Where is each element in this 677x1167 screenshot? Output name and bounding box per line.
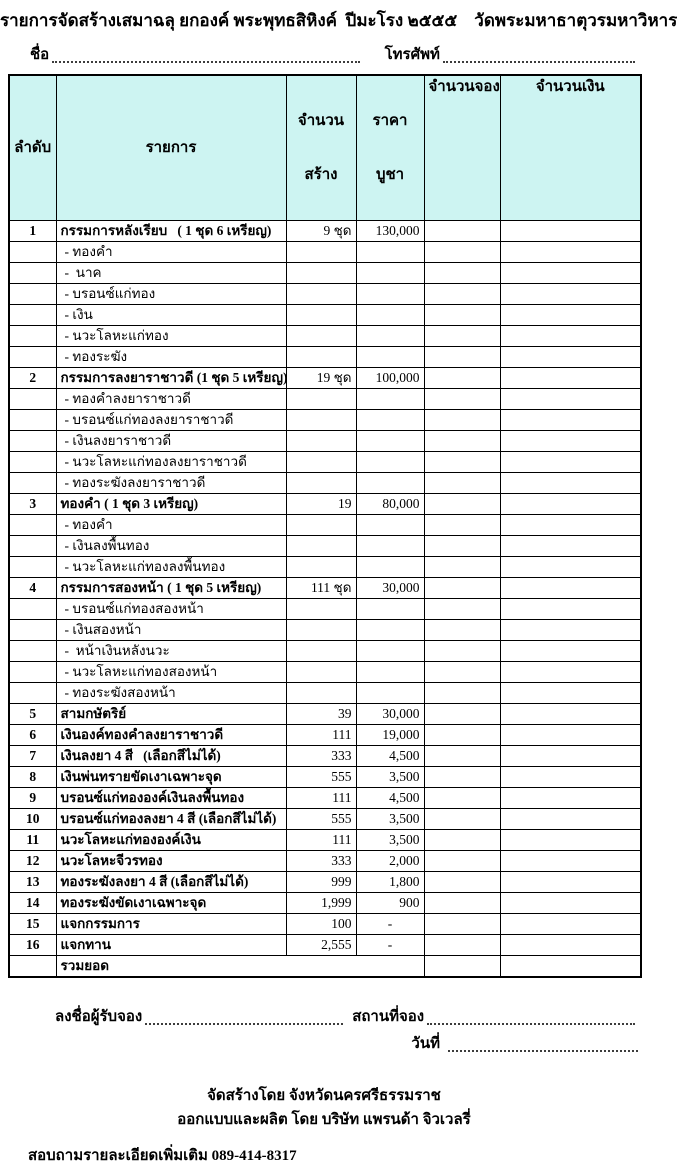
place-dotted-line	[427, 1011, 635, 1025]
row-price-cell: -	[356, 935, 424, 956]
row-price-cell: 30,000	[356, 578, 424, 599]
row-reserved-cell	[424, 410, 500, 431]
row-no-cell	[9, 641, 56, 662]
table-row	[9, 725, 641, 746]
table-row	[9, 788, 641, 809]
row-no-cell: 10	[9, 809, 56, 830]
row-amount-cell	[500, 221, 641, 242]
row-reserved-cell	[424, 683, 500, 704]
row-qty-cell: 1,999	[286, 893, 356, 914]
row-amount-cell	[500, 305, 641, 326]
row-price-cell	[356, 284, 424, 305]
row-reserved-cell	[424, 851, 500, 872]
row-item-cell: เงินลงยา 4 สี (เลือกสีไม่ได้)	[56, 746, 286, 767]
row-price-cell: 130,000	[356, 221, 424, 242]
row-reserved-cell	[424, 242, 500, 263]
row-amount-cell	[500, 473, 641, 494]
table-row	[9, 368, 641, 389]
row-amount-cell	[500, 641, 641, 662]
row-reserved-cell	[424, 620, 500, 641]
row-no-cell	[9, 263, 56, 284]
row-item-cell: - ทองระฆังสองหน้า	[56, 683, 286, 704]
table-row	[9, 746, 641, 767]
row-price-cell	[356, 452, 424, 473]
row-price-cell	[356, 326, 424, 347]
order-table-body	[9, 221, 641, 956]
row-price-cell: 3,500	[356, 809, 424, 830]
row-amount-cell	[500, 536, 641, 557]
row-amount-cell	[500, 788, 641, 809]
row-price-cell	[356, 431, 424, 452]
row-amount-cell	[500, 494, 641, 515]
table-row	[9, 578, 641, 599]
table-row	[9, 536, 641, 557]
row-qty-cell	[286, 284, 356, 305]
row-qty-cell: 2,555	[286, 935, 356, 956]
table-row	[9, 914, 641, 935]
row-no-cell	[9, 389, 56, 410]
row-reserved-cell	[424, 368, 500, 389]
table-row	[9, 221, 641, 242]
row-amount-cell	[500, 662, 641, 683]
row-amount-cell	[500, 767, 641, 788]
total-amount-cell	[500, 956, 641, 978]
row-reserved-cell	[424, 599, 500, 620]
row-no-cell	[9, 242, 56, 263]
total-no-cell	[9, 956, 56, 978]
row-amount-cell	[500, 704, 641, 725]
row-price-cell: 3,500	[356, 830, 424, 851]
row-reserved-cell	[424, 515, 500, 536]
row-item-cell: - เงิน	[56, 305, 286, 326]
row-qty-cell: 555	[286, 809, 356, 830]
row-qty-cell	[286, 683, 356, 704]
row-no-cell	[9, 473, 56, 494]
row-qty-cell	[286, 242, 356, 263]
row-amount-cell	[500, 389, 641, 410]
table-row	[9, 662, 641, 683]
date-dotted-line	[448, 1038, 638, 1052]
header-qty: จำนวน สร้าง	[286, 75, 356, 221]
row-qty-cell	[286, 263, 356, 284]
row-qty-cell	[286, 557, 356, 578]
row-amount-cell	[500, 830, 641, 851]
row-reserved-cell	[424, 788, 500, 809]
row-price-cell	[356, 536, 424, 557]
row-amount-cell	[500, 452, 641, 473]
table-row	[9, 494, 641, 515]
table-row	[9, 515, 641, 536]
table-row	[9, 893, 641, 914]
order-table	[8, 74, 642, 978]
row-reserved-cell	[424, 494, 500, 515]
row-price-cell	[356, 389, 424, 410]
row-no-cell: 7	[9, 746, 56, 767]
row-qty-cell	[286, 347, 356, 368]
row-amount-cell	[500, 515, 641, 536]
row-price-cell	[356, 599, 424, 620]
table-row	[9, 431, 641, 452]
row-amount-cell	[500, 872, 641, 893]
row-item-cell: - หน้าเงินหลังนวะ	[56, 641, 286, 662]
row-price-cell	[356, 473, 424, 494]
row-reserved-cell	[424, 830, 500, 851]
row-reserved-cell	[424, 725, 500, 746]
row-price-cell: 1,800	[356, 872, 424, 893]
row-price-cell	[356, 515, 424, 536]
row-price-cell: 3,500	[356, 767, 424, 788]
row-item-cell: - เงินสองหน้า	[56, 620, 286, 641]
table-row	[9, 347, 641, 368]
header-no: ลำดับ	[9, 75, 56, 221]
row-price-cell: 80,000	[356, 494, 424, 515]
place-label: สถานที่จอง	[352, 1009, 425, 1025]
row-reserved-cell	[424, 935, 500, 956]
table-row	[9, 641, 641, 662]
row-reserved-cell	[424, 473, 500, 494]
row-item-cell: - บรอนซ์แก่ทองสองหน้า	[56, 599, 286, 620]
row-reserved-cell	[424, 872, 500, 893]
row-item-cell: แจกทาน	[56, 935, 286, 956]
row-item-cell: - บรอนซ์แก่ทอง	[56, 284, 286, 305]
row-qty-cell	[286, 326, 356, 347]
row-qty-cell	[286, 620, 356, 641]
row-amount-cell	[500, 620, 641, 641]
row-qty-cell	[286, 389, 356, 410]
row-no-cell: 6	[9, 725, 56, 746]
row-item-cell: - เงินลงยาราชาวดี	[56, 431, 286, 452]
made-by-line: จัดสร้างโดย จังหวัดนครศรีธรรมราช	[207, 1088, 441, 1104]
row-item-cell: - นวะโลหะแก่ทองลงพื้นทอง	[56, 557, 286, 578]
row-amount-cell	[500, 725, 641, 746]
table-row	[9, 242, 641, 263]
row-item-cell: - นวะโลหะแก่ทองสองหน้า	[56, 662, 286, 683]
row-item-cell: - นวะโลหะแก่ทองลงยาราชาวดี	[56, 452, 286, 473]
row-no-cell: 2	[9, 368, 56, 389]
row-reserved-cell	[424, 578, 500, 599]
row-reserved-cell	[424, 893, 500, 914]
row-qty-cell	[286, 431, 356, 452]
row-item-cell: แจกกรรมการ	[56, 914, 286, 935]
row-reserved-cell	[424, 641, 500, 662]
table-row	[9, 704, 641, 725]
total-label-cell: รวมยอด	[56, 956, 424, 978]
row-item-cell: - ทองคำ	[56, 515, 286, 536]
row-qty-cell: 333	[286, 746, 356, 767]
row-amount-cell	[500, 683, 641, 704]
row-qty-cell	[286, 536, 356, 557]
row-price-cell: -	[356, 914, 424, 935]
name-phone-line	[30, 44, 638, 66]
row-amount-cell	[500, 410, 641, 431]
row-qty-cell: 39	[286, 704, 356, 725]
designed-by-line: ออกแบบและผลิต โดย บริษัท แพรนด้า จิวเวลรี่	[177, 1112, 471, 1128]
row-no-cell	[9, 599, 56, 620]
row-no-cell: 11	[9, 830, 56, 851]
row-item-cell: เงินองค์ทองคำลงยาราชาวดี	[56, 725, 286, 746]
row-no-cell	[9, 557, 56, 578]
row-amount-cell	[500, 746, 641, 767]
row-no-cell: 14	[9, 893, 56, 914]
row-reserved-cell	[424, 536, 500, 557]
row-no-cell	[9, 452, 56, 473]
total-reserved-cell	[424, 956, 500, 978]
row-reserved-cell	[424, 704, 500, 725]
row-qty-cell: 111 ชุด	[286, 578, 356, 599]
row-item-cell: บรอนซ์แก่ทองลงยา 4 สี (เลือกสีไม่ได้)	[56, 809, 286, 830]
row-amount-cell	[500, 326, 641, 347]
table-row	[9, 305, 641, 326]
row-no-cell	[9, 620, 56, 641]
row-no-cell: 16	[9, 935, 56, 956]
row-no-cell	[9, 662, 56, 683]
row-qty-cell	[286, 599, 356, 620]
row-reserved-cell	[424, 914, 500, 935]
row-amount-cell	[500, 914, 641, 935]
table-row	[9, 284, 641, 305]
row-item-cell: - ทองระฆังลงยาราชาวดี	[56, 473, 286, 494]
row-qty-cell: 333	[286, 851, 356, 872]
row-reserved-cell	[424, 809, 500, 830]
row-no-cell	[9, 515, 56, 536]
row-reserved-cell	[424, 452, 500, 473]
row-reserved-cell	[424, 263, 500, 284]
row-no-cell	[9, 284, 56, 305]
phone-label: โทรศัพท์	[384, 47, 440, 63]
row-qty-cell: 19	[286, 494, 356, 515]
row-item-cell: กรรมการสองหน้า ( 1 ชุด 5 เหรียญ)	[56, 578, 286, 599]
date-label: วันที่	[411, 1036, 440, 1052]
phone-dotted-line	[443, 49, 635, 63]
row-no-cell	[9, 683, 56, 704]
row-reserved-cell	[424, 746, 500, 767]
header-price: ราคา บูชา	[356, 75, 424, 221]
row-no-cell	[9, 536, 56, 557]
row-amount-cell	[500, 263, 641, 284]
date-line	[0, 1033, 638, 1055]
row-amount-cell	[500, 368, 641, 389]
row-no-cell: 15	[9, 914, 56, 935]
row-qty-cell: 555	[286, 767, 356, 788]
row-item-cell: สามกษัตริย์	[56, 704, 286, 725]
total-row	[9, 956, 641, 978]
row-item-cell: กรรมการหลังเรียบ ( 1 ชุด 6 เหรียญ)	[56, 221, 286, 242]
row-qty-cell	[286, 515, 356, 536]
row-amount-cell	[500, 242, 641, 263]
row-price-cell: 100,000	[356, 368, 424, 389]
row-no-cell	[9, 410, 56, 431]
row-no-cell: 8	[9, 767, 56, 788]
name-label: ชื่อ	[30, 47, 50, 63]
row-no-cell: 13	[9, 872, 56, 893]
signer-line	[55, 1006, 638, 1028]
signer-label: ลงชื่อผู้รับจอง	[55, 1009, 143, 1025]
row-no-cell: 4	[9, 578, 56, 599]
row-no-cell	[9, 305, 56, 326]
row-reserved-cell	[424, 557, 500, 578]
row-reserved-cell	[424, 767, 500, 788]
row-price-cell	[356, 242, 424, 263]
row-qty-cell	[286, 662, 356, 683]
row-qty-cell: 19 ชุด	[286, 368, 356, 389]
row-amount-cell	[500, 431, 641, 452]
page-title: รายการจัดสร้างเสมาฉลุ ยกองค์ พระพุทธสิหิงค์ ปีมะโรง ๒๕๕๕ วัดพระมหาธาตุวรมหาวิหาร	[0, 11, 677, 30]
row-price-cell: 30,000	[356, 704, 424, 725]
table-row	[9, 872, 641, 893]
row-reserved-cell	[424, 284, 500, 305]
row-amount-cell	[500, 599, 641, 620]
header-amount: จำนวนเงิน	[500, 75, 641, 221]
row-amount-cell	[500, 557, 641, 578]
row-price-cell	[356, 641, 424, 662]
row-amount-cell	[500, 809, 641, 830]
row-price-cell	[356, 620, 424, 641]
row-price-cell	[356, 410, 424, 431]
row-price-cell	[356, 305, 424, 326]
row-item-cell: - ทองระฆัง	[56, 347, 286, 368]
table-header	[9, 75, 641, 221]
header-reserved: จำนวนจอง	[424, 75, 500, 221]
table-row	[9, 557, 641, 578]
row-price-cell: 4,500	[356, 746, 424, 767]
table-row	[9, 473, 641, 494]
row-qty-cell	[286, 473, 356, 494]
row-price-cell: 2,000	[356, 851, 424, 872]
row-reserved-cell	[424, 221, 500, 242]
table-row	[9, 767, 641, 788]
row-qty-cell	[286, 410, 356, 431]
row-item-cell: - นาค	[56, 263, 286, 284]
row-item-cell: - เงินลงพื้นทอง	[56, 536, 286, 557]
row-reserved-cell	[424, 347, 500, 368]
row-amount-cell	[500, 935, 641, 956]
table-row	[9, 830, 641, 851]
row-no-cell	[9, 431, 56, 452]
signer-dotted-line	[145, 1011, 343, 1025]
row-qty-cell: 111	[286, 830, 356, 851]
table-row	[9, 935, 641, 956]
row-price-cell	[356, 662, 424, 683]
row-price-cell	[356, 347, 424, 368]
row-item-cell: กรรมการลงยาราชาวดี (1 ชุด 5 เหรียญ)	[56, 368, 286, 389]
row-qty-cell	[286, 641, 356, 662]
page	[0, 10, 677, 1164]
table-row	[9, 851, 641, 872]
row-price-cell	[356, 557, 424, 578]
row-amount-cell	[500, 893, 641, 914]
table-row	[9, 599, 641, 620]
row-item-cell: นวะโลหะแก่ทององค์เงิน	[56, 830, 286, 851]
row-price-cell: 19,000	[356, 725, 424, 746]
row-qty-cell: 999	[286, 872, 356, 893]
table-row	[9, 809, 641, 830]
row-item-cell: ทองคำ ( 1 ชุด 3 เหรียญ)	[56, 494, 286, 515]
row-qty-cell	[286, 305, 356, 326]
row-no-cell: 5	[9, 704, 56, 725]
row-reserved-cell	[424, 431, 500, 452]
row-reserved-cell	[424, 305, 500, 326]
table-row	[9, 326, 641, 347]
table-row	[9, 410, 641, 431]
row-item-cell: บรอนซ์แก่ทององค์เงินลงพื้นทอง	[56, 788, 286, 809]
row-qty-cell	[286, 452, 356, 473]
row-item-cell: นวะโลหะจีวรทอง	[56, 851, 286, 872]
row-item-cell: - ทองคำ	[56, 242, 286, 263]
row-reserved-cell	[424, 662, 500, 683]
row-qty-cell: 100	[286, 914, 356, 935]
row-qty-cell: 111	[286, 725, 356, 746]
row-no-cell: 12	[9, 851, 56, 872]
row-qty-cell: 111	[286, 788, 356, 809]
table-row	[9, 620, 641, 641]
row-reserved-cell	[424, 389, 500, 410]
row-amount-cell	[500, 284, 641, 305]
row-amount-cell	[500, 347, 641, 368]
row-reserved-cell	[424, 326, 500, 347]
table-row	[9, 389, 641, 410]
row-no-cell	[9, 326, 56, 347]
row-no-cell: 3	[9, 494, 56, 515]
table-row	[9, 263, 641, 284]
row-item-cell: เงินพ่นทรายขัดเงาเฉพาะจุด	[56, 767, 286, 788]
table-row	[9, 452, 641, 473]
row-price-cell	[356, 263, 424, 284]
contact-line: สอบถามรายละเอียดเพิ่มเติม 089-414-8317	[28, 1148, 297, 1164]
row-amount-cell	[500, 578, 641, 599]
table-row	[9, 683, 641, 704]
name-dotted-line	[52, 49, 359, 63]
row-item-cell: - นวะโลหะแก่ทอง	[56, 326, 286, 347]
row-price-cell: 4,500	[356, 788, 424, 809]
row-no-cell: 9	[9, 788, 56, 809]
row-no-cell	[9, 347, 56, 368]
row-item-cell: - ทองคำลงยาราชาวดี	[56, 389, 286, 410]
row-price-cell	[356, 683, 424, 704]
row-item-cell: ทองระฆังลงยา 4 สี (เลือกสีไม่ได้)	[56, 872, 286, 893]
row-qty-cell: 9 ชุด	[286, 221, 356, 242]
row-item-cell: ทองระฆังขัดเงาเฉพาะจุด	[56, 893, 286, 914]
row-amount-cell	[500, 851, 641, 872]
header-item: รายการ	[56, 75, 286, 221]
row-no-cell: 1	[9, 221, 56, 242]
row-price-cell: 900	[356, 893, 424, 914]
row-item-cell: - บรอนซ์แก่ทองลงยาราชาวดี	[56, 410, 286, 431]
